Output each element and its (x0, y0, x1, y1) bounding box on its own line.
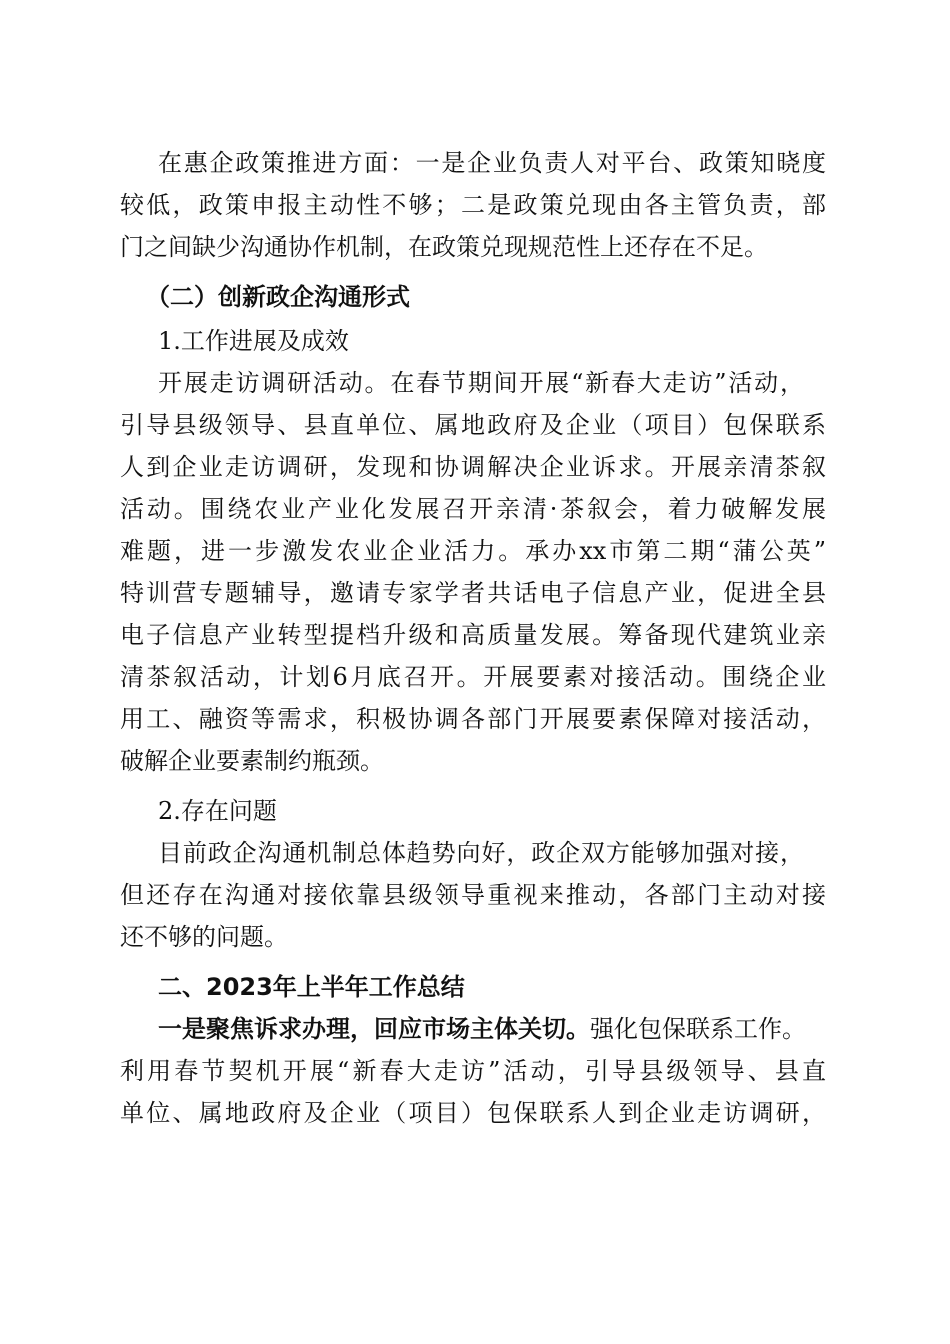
paragraph-line: 特训营专题辅导，邀请专家学者共话电子信息产业，促进全县 (120, 579, 826, 607)
lead-phrase: 一是聚焦诉求办理，回应市场主体关切。 (158, 1014, 590, 1043)
paragraph-line: 较低，政策申报主动性不够；二是政策兑现由各主管负责，部 (120, 191, 826, 219)
paragraph-line: 难题，进一步激发农业企业活力。承办xx市第二期“蒲公英” (120, 537, 826, 565)
section-heading: （二）创新政企沟通形式 (146, 282, 410, 311)
paragraph-line: 利用春节契机开展“新春大走访”活动，引导县级领导、县直 (120, 1057, 826, 1085)
paragraph-line: 破解企业要素制约瓶颈。 (120, 747, 384, 775)
paragraph-line: 目前政企沟通机制总体趋势向好，政企双方能够加强对接， (158, 839, 804, 867)
paragraph-line: 用工、融资等需求，积极协调各部门开展要素保障对接活动， (120, 705, 826, 733)
paragraph-line: 还不够的问题。 (120, 923, 288, 951)
paragraph-line (158, 1013, 806, 1045)
paragraph-line: 人到企业走访调研，发现和协调解决企业诉求。开展亲清茶叙 (120, 453, 826, 481)
paragraph-line: 清茶叙活动，计划6月底召开。开展要素对接活动。围绕企业 (120, 663, 826, 691)
paragraph-line: 活动。围绕农业产业化发展召开亲清·茶叙会，着力破解发展 (120, 495, 826, 523)
paragraph-line: 电子信息产业转型提档升级和高质量发展。筹备现代建筑业亲 (120, 621, 826, 649)
paragraph-line: 开展走访调研活动。在春节期间开展“新春大走访”活动， (158, 369, 804, 397)
paragraph-line: 单位、属地政府及企业（项目）包保联系人到企业走访调研， (120, 1099, 826, 1127)
chapter-heading: 二、2023年上半年工作总结 (158, 973, 465, 1001)
paragraph-line: 门之间缺少沟通协作机制，在政策兑现规范性上还存在不足。 (120, 233, 768, 261)
lead-phrase-rest: 强化包保联系工作。 (590, 1015, 806, 1043)
paragraph-line: 引导县级领导、县直单位、属地政府及企业（项目）包保联系 (120, 411, 826, 439)
subsection-heading: 2.存在问题 (158, 797, 277, 825)
subsection-heading: 1.工作进展及成效 (158, 327, 349, 355)
paragraph-line: 在惠企政策推进方面：一是企业负责人对平台、政策知晓度 (158, 149, 826, 177)
paragraph-line: 但还存在沟通对接依靠县级领导重视来推动，各部门主动对接 (120, 881, 826, 909)
